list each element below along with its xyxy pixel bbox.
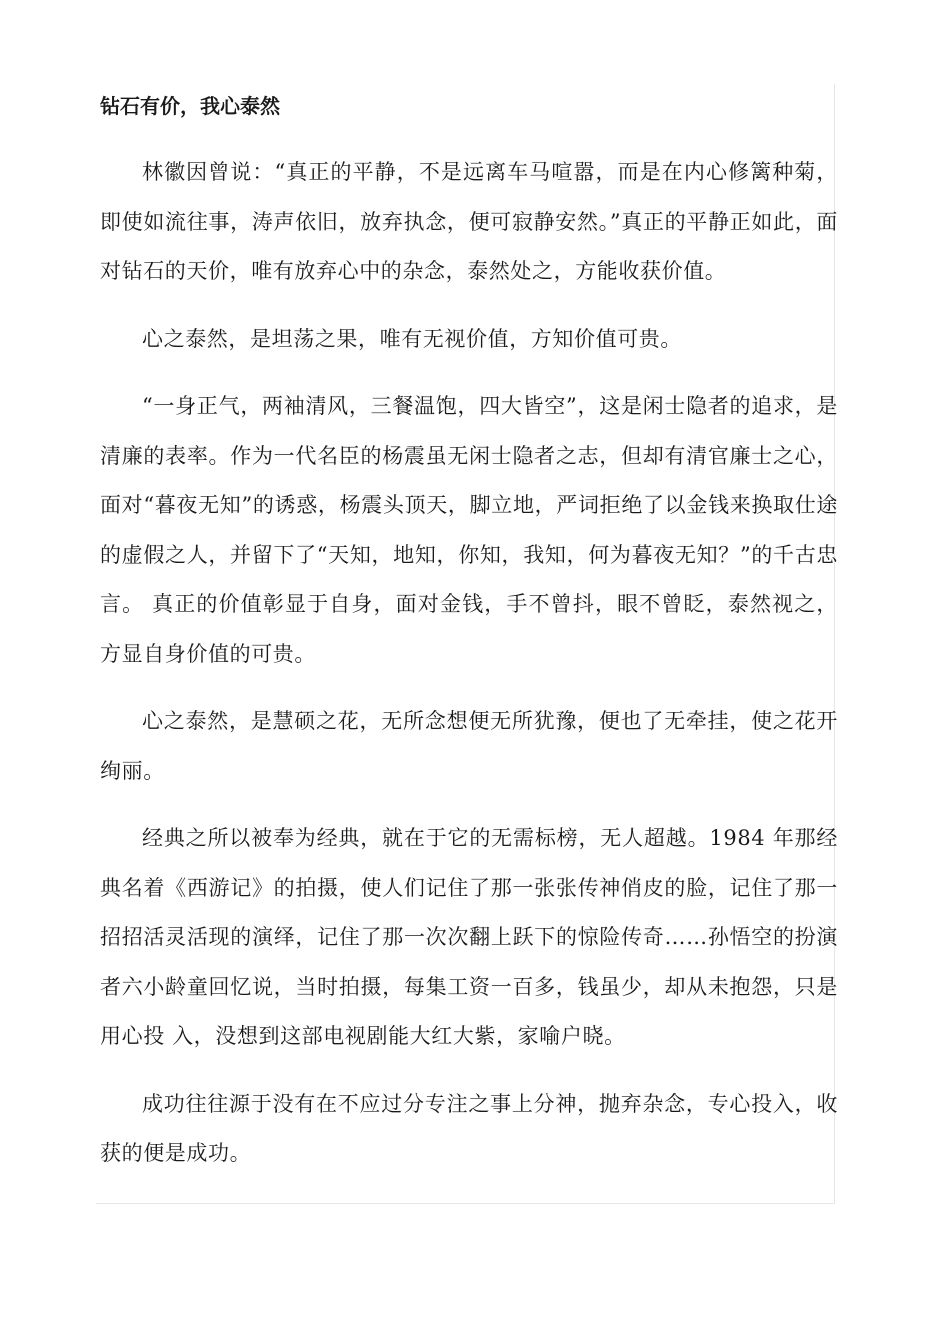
- document-body: [100, 88, 838, 1197]
- paragraph-4: 心之泰然，是慧硕之花，无所念想便无所犹豫，便也了无牵挂，使之花开绚丽。: [100, 709, 838, 783]
- paragraph-3: “一身正气，两袖清风，三餐温饱，四大皆空”，这是闲士隐者的追求，是清廉的表率。作为一代名臣的杨震虽无闲士隐者之志，但却有清官廉士之心， 面对“暮夜无知”的诱惑，杨震头顶天，脚立地，严词拒绝了以金钱来换取仕途的虚假之人，并留下了“天知，地知，你知，我知，何为暮夜无知？”的千古忠言。 真正的价值彰显于自身，面对金钱，手不曾抖，眼不曾眨，泰然视之，方显自身价值的可贵。: [100, 394, 838, 666]
- paragraph-6: 成功往往源于没有在不应过分专注之事上分神，抛弃杂念，专心投入，收获的便是成功。: [100, 1091, 838, 1165]
- paragraph-2: 心之泰然，是坦荡之果，唯有无视价值，方知价值可贵。: [142, 326, 682, 351]
- paragraph-5: 经典之所以被奉为经典，就在于它的无需标榜，无人超越。1984 年那经典名着《西游记》的拍摄，使人们记住了那一张张传神俏皮的脸，记住了那一 招招活灵活现的演绎，记住了那一次次翻上跃下的惊险传奇……孙悟空的扮演者六小龄童回忆说，当时拍摄，每集工资一百多，钱虽少，却从未抱怨，只是用心投 入，没想到这部电视剧能大红大紫，家喻户晓。: [100, 826, 838, 1048]
- paragraph-1: 林徽因曾说：“真正的平静，不是远离车马喧嚣，而是在内心修篱种菊，即使如流往事，涛声依旧，放弃执念，便可寂静安然。”真正的平静正如此，面对钻石的天价，唯有放弃心中的杂念，泰然处之，方能收获价值。: [100, 160, 838, 283]
- essay-title: 钻石有价，我心泰然: [100, 94, 280, 118]
